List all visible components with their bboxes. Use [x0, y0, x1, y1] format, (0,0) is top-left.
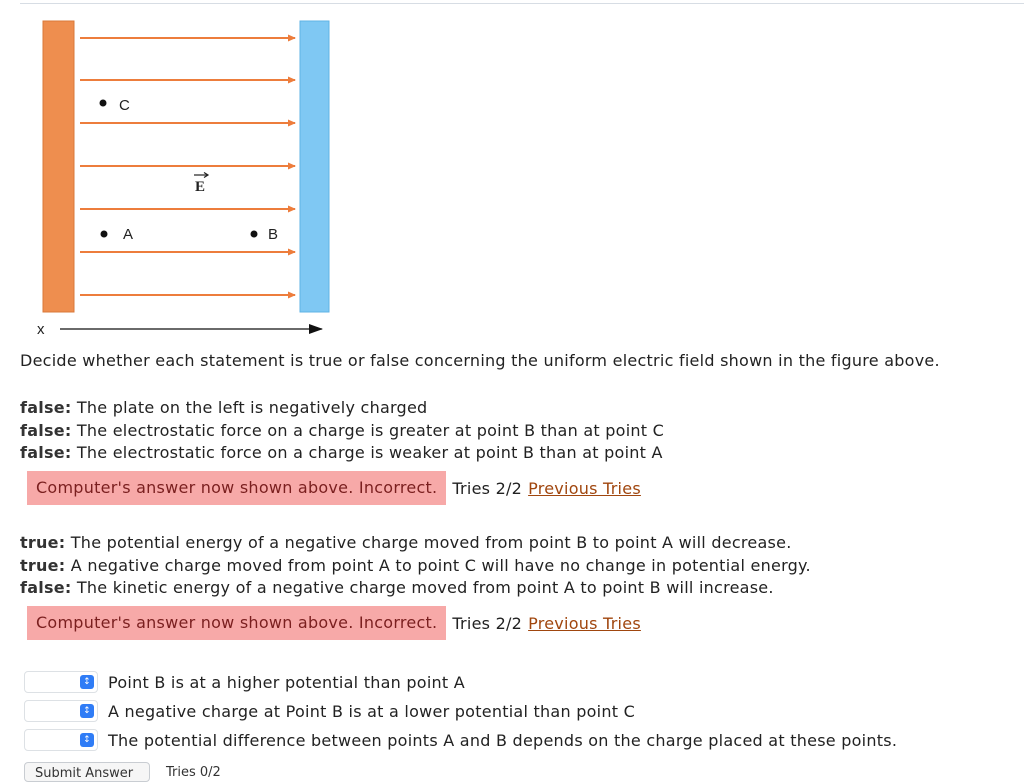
verdict-label: true: — [20, 555, 66, 575]
true-false-select[interactable] — [24, 671, 98, 693]
tries-counter: Tries 2/2 — [452, 478, 523, 498]
verdict-label: false: — [20, 578, 72, 597]
point-b-label: B — [268, 226, 279, 243]
statement-line — [20, 442, 664, 465]
select-row-1 — [24, 670, 465, 694]
statement-text: The potential energy of a negative charge moved from point B to point A will decrease. — [70, 533, 792, 552]
statement-text: The electrostatic force on a charge is weaker at point B than at point A — [76, 443, 663, 462]
field-vector-label: E — [195, 179, 206, 195]
statement-text: The kinetic energy of a negative charge moved from point A to point B will increase. — [76, 578, 774, 597]
left-plate — [43, 21, 74, 312]
previous-tries-link[interactable]: Previous Tries — [528, 478, 641, 498]
result-row-2 — [27, 606, 641, 640]
select-statement-text: Point B is at a higher potential than point A — [108, 672, 465, 692]
statement-line — [20, 555, 811, 578]
true-false-select[interactable] — [24, 700, 98, 722]
select-row-3 — [24, 728, 897, 752]
statement-line — [20, 532, 811, 555]
statement-group-2 — [20, 532, 811, 600]
select-arrows-icon: ↕ — [80, 733, 94, 747]
point-c-dot — [100, 100, 107, 107]
true-false-select[interactable] — [24, 729, 98, 751]
statement-text: The plate on the left is negatively charged — [76, 398, 428, 417]
statement-group-1 — [20, 397, 664, 465]
select-arrows-icon: ↕ — [80, 704, 94, 718]
verdict-label: true: — [20, 533, 66, 552]
result-row-1 — [27, 471, 641, 505]
verdict-label: false: — [20, 398, 72, 417]
select-row-2 — [24, 699, 635, 723]
tries-counter: Tries 2/2 — [452, 613, 523, 633]
previous-tries-link[interactable]: Previous Tries — [528, 613, 641, 633]
statement-line — [20, 397, 664, 420]
x-axis-label: x — [37, 321, 45, 338]
statement-text: The electrostatic force on a charge is greater at point B than at point C — [76, 420, 665, 440]
tries-counter: Tries 0/2 — [166, 765, 221, 780]
point-b-dot — [251, 231, 258, 238]
statement-line — [20, 577, 811, 600]
incorrect-feedback: Computer's answer now shown above. Incorrect. — [27, 471, 446, 505]
submit-row — [24, 762, 221, 782]
statement-text: A negative charge moved from point A to point C will have no change in potential energy. — [70, 555, 811, 575]
statement-line — [20, 420, 664, 443]
verdict-label: false: — [20, 420, 72, 440]
select-arrows-icon: ↕ — [80, 675, 94, 689]
right-plate — [300, 21, 329, 312]
electric-field-figure — [0, 0, 340, 345]
incorrect-feedback: Computer's answer now shown above. Incorrect. — [27, 606, 446, 640]
select-statement-text: The potential difference between points A and B depends on the charge placed at these points. — [108, 730, 898, 750]
select-statement-text: A negative charge at Point B is at a lower potential than point C — [108, 701, 636, 721]
point-a-dot — [101, 231, 108, 238]
verdict-label: false: — [20, 443, 72, 462]
field-lines — [80, 38, 295, 295]
point-c-label: C — [119, 97, 130, 114]
point-a-label: A — [123, 226, 134, 243]
question-prompt: Decide whether each statement is true or false concerning the uniform electric field shown in the figure above. — [20, 351, 940, 370]
submit-answer-button[interactable]: Submit Answer — [24, 762, 150, 782]
